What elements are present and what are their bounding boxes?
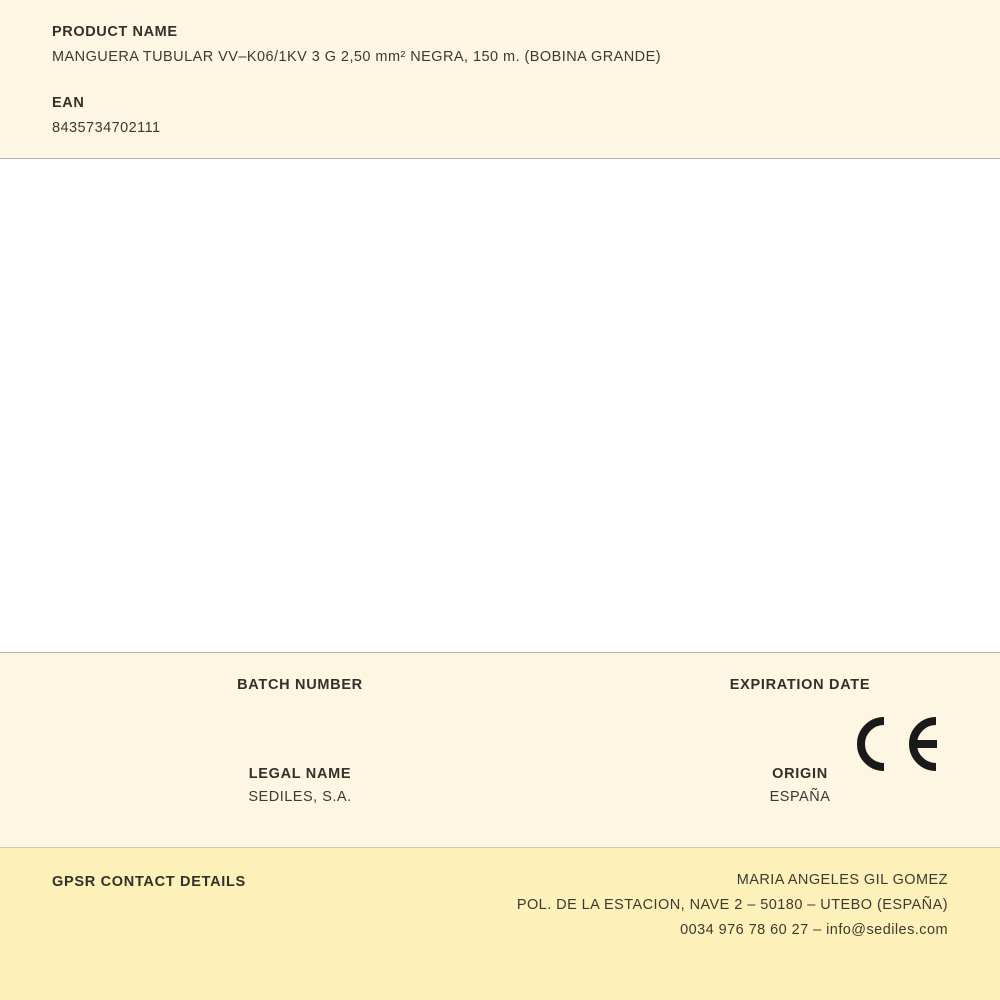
batch-number-cell bbox=[0, 677, 600, 700]
gpsr-footer-section bbox=[0, 848, 1000, 1000]
blank-content-area bbox=[0, 159, 1000, 653]
legal-name-cell bbox=[0, 766, 600, 805]
expiration-date-label: EXPIRATION DATE bbox=[729, 677, 871, 693]
gpsr-contact-label: GPSR CONTACT DETAILS bbox=[52, 874, 246, 890]
legal-name-value: SEDILES, S.A. bbox=[248, 789, 352, 805]
gpsr-contact-address: POL. DE LA ESTACION, NAVE 2 – 50180 – UTEBO (ESPAÑA) bbox=[516, 897, 948, 913]
ean-value: 8435734702111 bbox=[52, 120, 161, 136]
details-row-batch bbox=[0, 677, 1000, 700]
legal-name-label: LEGAL NAME bbox=[248, 766, 352, 782]
batch-number-label: BATCH NUMBER bbox=[237, 677, 363, 693]
header-section bbox=[0, 0, 1000, 159]
product-name-label: PRODUCT NAME bbox=[52, 24, 178, 40]
ce-marking-icon bbox=[850, 713, 942, 775]
origin-label: ORIGIN bbox=[772, 766, 828, 782]
gpsr-contact-phone-email: 0034 976 78 60 27 – info@sediles.com bbox=[680, 922, 948, 938]
gpsr-contact-block bbox=[517, 872, 948, 938]
ean-group bbox=[52, 95, 948, 136]
details-section bbox=[0, 653, 1000, 848]
product-name-group bbox=[52, 24, 948, 65]
product-name-value: MANGUERA TUBULAR VV–K06/1KV 3 G 2,50 mm² NEGRA, 150 m. (BOBINA GRANDE) bbox=[52, 49, 661, 65]
expiration-date-cell bbox=[600, 677, 1000, 700]
gpsr-contact-name: MARIA ANGELES GIL GOMEZ bbox=[736, 872, 948, 888]
origin-value: ESPAÑA bbox=[769, 789, 831, 805]
ean-label: EAN bbox=[52, 95, 85, 111]
